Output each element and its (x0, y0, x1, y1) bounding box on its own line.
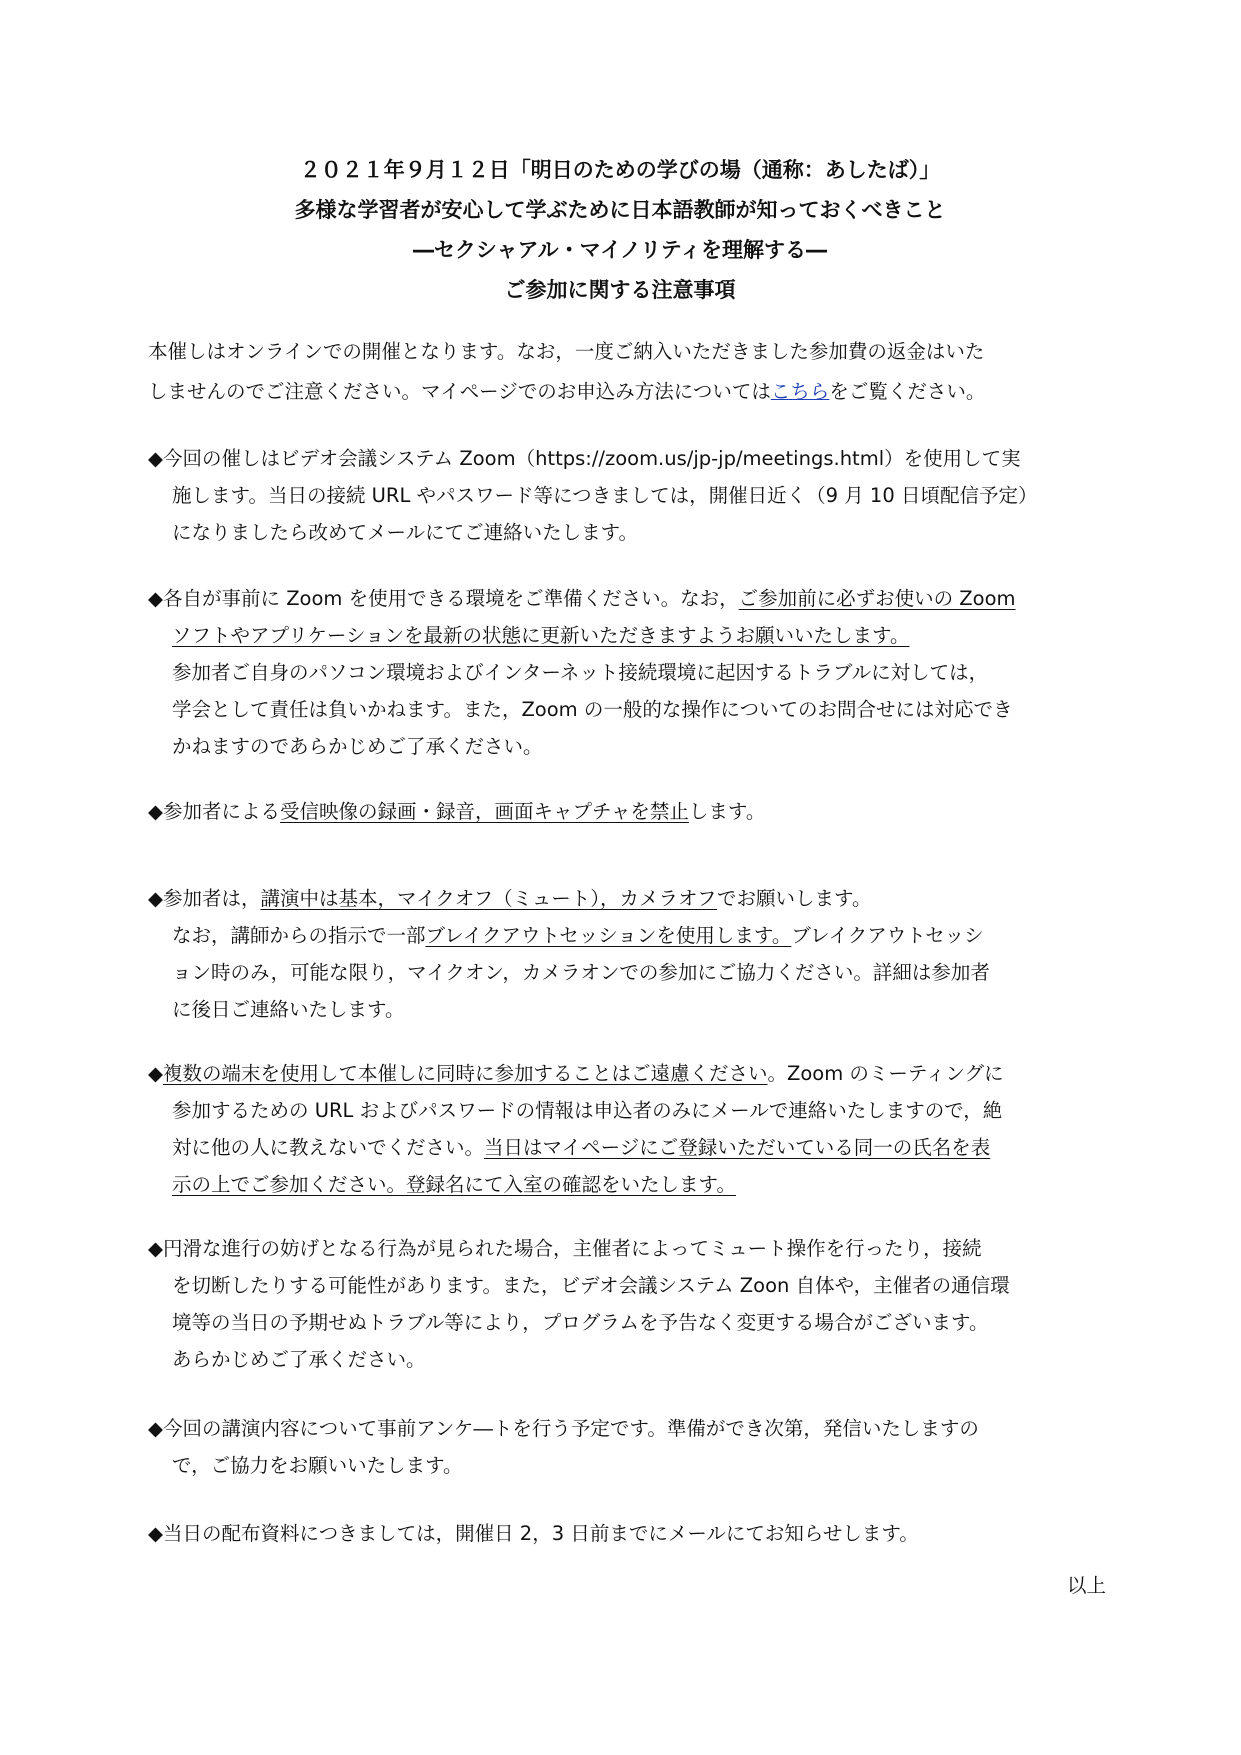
notice-line: になりましたら改めてメールにてご連絡いたします。 (172, 521, 639, 544)
underlined-text: ソフトやアプリケーションを最新の状態に更新いただきますようお願いいたします。 (172, 624, 910, 647)
notice-line: 境等の当日の予期せぬトラブル等により，プログラムを予告なく変更する場合がございます。 (172, 1311, 989, 1334)
underlined-text: 複数の端末を使用して本催しに同時に参加することはご遠慮ください (163, 1062, 768, 1085)
notice-line: ◆当日の配布資料につきましては，開催日 2，3 日前までにメールにてお知らせします。 (148, 1522, 919, 1545)
notice-line: 参加するための URL およびパスワードの情報は申込者のみにメールで連絡いたしますので，絶 (172, 1099, 1003, 1122)
notice-recording-prohibited (148, 793, 1108, 830)
notice-line: あらかじめご了承ください。 (172, 1348, 426, 1371)
notice-line: を切断したりする可能性があります。また，ビデオ会議システム Zoon 自体や，主催者の通信環 (172, 1274, 1010, 1297)
notice-line: で，ご協力をお願いいたします。 (172, 1454, 463, 1477)
notice-line (148, 793, 1108, 830)
notice-multiple-devices (148, 1055, 1108, 1203)
underlined-text: ブレイクアウトセッションを使用します。 (425, 924, 792, 947)
underlined-text: 示の上でご参加ください。登録名にて入室の確認をいたします。 (172, 1173, 736, 1196)
notice-text: ◆ (148, 1062, 163, 1085)
notice-line (148, 880, 1108, 917)
title-line-4: ご参加に関する注意事項 (504, 278, 736, 302)
notice-line: 施します。当日の接続 URL やパスワード等につきましては，開催日近く（9 月 10 日頃配信予定） (172, 484, 1038, 507)
notice-line (148, 580, 1108, 617)
closing-mark: 以上 (1066, 1574, 1106, 1597)
intro-text-end: をご覧ください。 (829, 380, 986, 403)
underlined-text: 当日はマイページにご登録いただいている同一の氏名を表 (484, 1136, 991, 1159)
title-line-3: ―セクシャアル・マイノリティを理解する― (412, 238, 828, 262)
notice-zoom-system (148, 440, 1108, 551)
underlined-text: ご参加前に必ずお使いの Zoom (738, 587, 1016, 610)
title-line-2: 多様な学習者が安心して学ぶために日本語教師が知っておくべきこと (294, 198, 946, 222)
notice-line (148, 1055, 1108, 1092)
notice-line: ョン時のみ，可能な限り，マイクオン，カメラオンでの参加にご協力ください。詳細は参加者 (172, 961, 990, 984)
notice-line (148, 1166, 1108, 1203)
notice-line (148, 917, 1108, 954)
notice-survey (148, 1410, 1108, 1484)
notice-text: します。 (688, 800, 766, 823)
document-title (150, 150, 1090, 310)
intro-paragraph (148, 332, 1108, 412)
notice-line: ◆今回の講演内容について事前アンケ―トを行う予定です。準備ができ次第，発信いたしますの (148, 1417, 979, 1440)
title-line-1: ２０２１年９月１２日「明日のための学びの場（通称：あしたば）」 (299, 158, 941, 182)
underlined-text: 受信映像の録画・録音，画面キャプチャを禁止 (280, 800, 689, 823)
notice-text: 対に他の人に教えないでください。 (172, 1136, 485, 1159)
notice-text: ◆参加者は， (148, 887, 261, 910)
notice-text: ブレイクアウトセッシ (791, 924, 984, 947)
notice-text: ◆各自が事前に Zoom を使用できる環境をご準備ください。なお， (148, 587, 739, 610)
notice-materials (148, 1515, 1108, 1552)
notice-disruption (148, 1230, 1108, 1378)
notice-line: ◆円滑な進行の妨げとなる行為が見られた場合，主催者によってミュート操作を行ったり，接続 (148, 1237, 982, 1260)
intro-line-2 (148, 372, 1108, 412)
notice-text: 。Zoom のミーティングに (767, 1062, 1004, 1085)
notice-line: 学会として責任は負いかねます。また，Zoom の一般的な操作についてのお問合せには対応でき (172, 698, 1013, 721)
notice-text: なお，講師からの指示で一部 (172, 924, 426, 947)
notice-line: に後日ご連絡いたします。 (172, 998, 405, 1021)
notice-line: ◆今回の催しはビデオ会議システム Zoom（https://zoom.us/jp-jp/meetings.html）を使用して実 (148, 447, 1021, 470)
notice-line: 参加者ご自身のパソコン環境およびインターネット接続環境に起因するトラブルに対しては， (172, 661, 989, 684)
notice-prepare-environment (148, 580, 1108, 765)
notice-mic-camera (148, 880, 1108, 1028)
notice-text: でお願いします。 (717, 887, 872, 910)
notice-line: かねますのであらかじめご了承ください。 (172, 735, 543, 758)
notice-line (148, 1129, 1108, 1166)
registration-guide-link[interactable]: こちら (770, 380, 830, 403)
notice-line (148, 617, 1108, 654)
underlined-text: 講演中は基本，マイクオフ（ミュート），カメラオフ (260, 887, 717, 910)
notice-text: ◆参加者による (148, 800, 280, 823)
intro-text: しませんのでご注意ください。マイページでのお申込み方法については (148, 380, 771, 403)
intro-line-1: 本催しはオンラインでの開催となります。なお，一度ご納入いただきました参加費の返金はいた (148, 340, 985, 363)
